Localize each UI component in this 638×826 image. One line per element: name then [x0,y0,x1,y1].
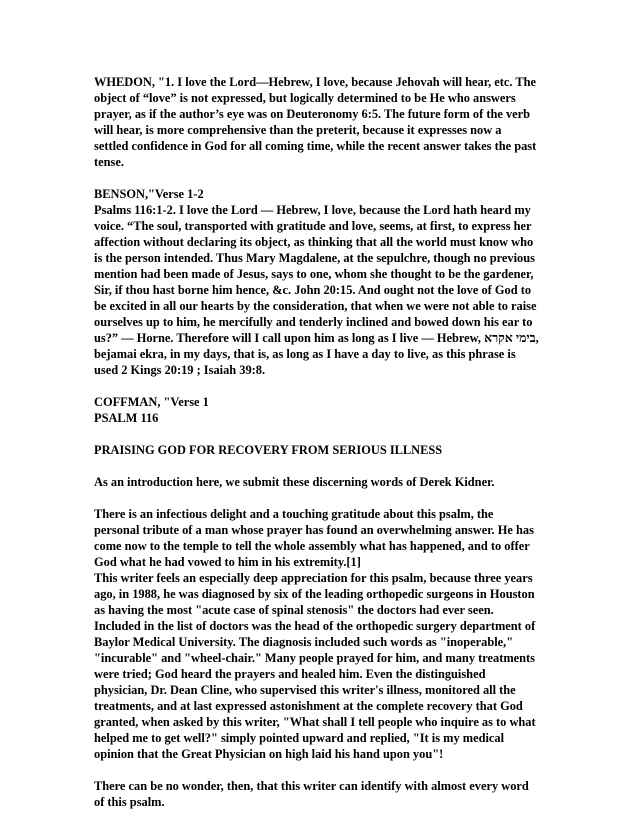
coffman-heading [94,394,554,426]
text-line: "incurable" and "wheel-chair." Many people prayed for him, and many treatments [94,651,535,665]
text-line: helped me to get well?" simply pointed upward and replied, "It is my medical [94,731,505,745]
section-title: PRAISING GOD FOR RECOVERY FROM SERIOUS ILLNESS [94,443,443,457]
text-line: of this psalm. [94,795,165,809]
text-line: is the person intended. Thus Mary Magdalene, at the sepulchre, though no previous [94,251,535,265]
text-line: bejamai ekra, in my days, that is, as long as I have a day to live, as this phrase is [94,347,516,361]
text-line: physician, Dr. Dean Cline, who supervised this writer's illness, monitored all the [94,683,516,697]
text-line: object of “love” is not expressed, but logically determined to be He who answers [94,91,516,105]
text-line: come now to the temple to tell the whole assembly what has happened, and to offer [94,539,530,553]
text-line: Sir, if thou hast borne him hence, &c. John 20:15. And ought not the love of God to [94,283,532,297]
writer-story [94,570,554,762]
text-line: opinion that the Great Physician on high laid his hand upon you"! [94,747,444,761]
psalm-title: PSALM 116 [94,411,159,425]
text-line: settled confidence in God for all coming time, while the recent answer takes the past [94,139,537,153]
text-line: us?” — Horne. Therefore will I call upon him as long as I live — Hebrew, בימי אקרא, [94,331,539,345]
text-line: ourselves up to him, he mercifully and tenderly inclined and bowed down his ear to [94,315,533,329]
text-line: prayer, as if the author’s eye was on Deuteronomy 6:5. The future form of the verb [94,107,531,121]
text-line: tense. [94,155,124,169]
text-line: used 2 Kings 20:19 ; Isaiah 39:8. [94,363,266,377]
text-line: be excited in all our hearts by the consideration, that when we were not able to raise [94,299,537,313]
benson-heading: BENSON,"Verse 1-2 [94,187,204,201]
text-line: Psalms 116:1-2. I love the Lord — Hebrew, I love, because the Lord hath heard my [94,203,531,217]
text-line: personal tribute of a man whose prayer has found an overwhelming answer. He has [94,523,534,537]
whedon-commentary [94,74,554,170]
coffman-subheading [94,442,554,458]
text-line: will hear, is more comprehensive than the preterit, because it expresses now a [94,123,502,137]
text-line: Baylor Medical University. The diagnosis included such words as "inoperable," [94,635,514,649]
text-line: ago, in 1988, he was diagnosed by six of the leading orthopedic surgeons in Houston [94,587,535,601]
text-line: WHEDON, "1. I love the Lord—Hebrew, I love, because Jehovah will hear, etc. The [94,75,537,89]
text-line: treatments, and at last expressed astonishment at the complete recovery that God [94,699,523,713]
text-line: As an introduction here, we submit these discerning words of Derek Kidner. [94,475,495,489]
text-line: This writer feels an especially deep appreciation for this psalm, because three years [94,571,533,585]
benson-commentary [94,186,554,378]
text-line: mention had been made of Jesus, says to one, whom she thought to be the gardener, [94,267,534,281]
text-line: granted, when asked by this writer, "What shall I tell people who inquire as to what [94,715,536,729]
coffman-closing [94,778,554,810]
text-line: affection without declaring its object, as thinking that all the world must know who [94,235,534,249]
text-line: God what he had vowed to him in his extremity.[1] [94,555,361,569]
coffman-intro [94,474,554,490]
text-line: as having the most "acute case of spinal stenosis" the doctors had ever seen. [94,603,494,617]
kidner-quote [94,506,554,570]
text-line: There can be no wonder, then, that this writer can identify with almost every word [94,779,529,793]
text-line: Included in the list of doctors was the head of the orthopedic surgery department of [94,619,536,633]
text-line: There is an infectious delight and a touching gratitude about this psalm, the [94,507,494,521]
document-page [94,74,554,826]
coffman-heading-line: COFFMAN, "Verse 1 [94,395,209,409]
text-line: were tried; God heard the prayers and healed him. Even the distinguished [94,667,486,681]
text-line: voice. “The soul, transported with gratitude and love, seems, at first, to express her [94,219,532,233]
